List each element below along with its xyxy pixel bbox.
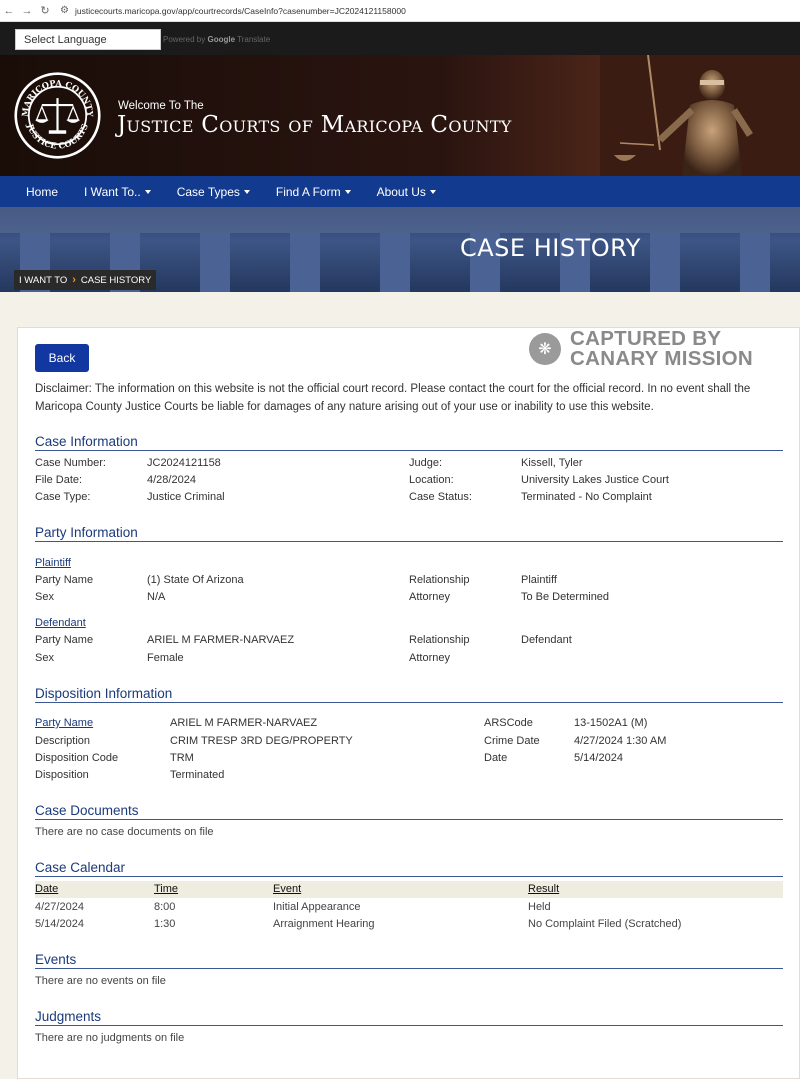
calendar-header-row xyxy=(35,881,783,898)
calendar-date-header[interactable]: Date xyxy=(35,883,59,895)
defendant-party-name-value: ARIEL M FARMER-NARVAEZ xyxy=(147,634,295,646)
breadcrumb xyxy=(14,270,156,290)
caret-down-icon xyxy=(345,190,351,194)
plaintiff-sex-label: Sex xyxy=(35,591,54,603)
case-status-label: Case Status: xyxy=(409,491,472,503)
breadcrumb-parent[interactable]: I WANT TO xyxy=(19,274,68,286)
svg-text:MARICOPA COUNTY: MARICOPA COUNTY xyxy=(19,77,96,118)
calendar-event-header[interactable]: Event xyxy=(273,883,302,895)
calendar-row-event: Arraignment Hearing xyxy=(273,918,375,930)
plaintiff-heading: Plaintiff xyxy=(35,557,71,569)
section-divider xyxy=(35,702,783,703)
back-arrow-icon[interactable]: ← xyxy=(3,4,15,17)
judgments-heading: Judgments xyxy=(35,1009,102,1024)
party-information-heading: Party Information xyxy=(35,525,138,540)
site-info-icon[interactable]: ⚙ xyxy=(60,5,69,16)
canary-mission-watermark: ❋ CAPTURED BY CANARY MISSION xyxy=(529,329,753,369)
disposition-party-name-value: ARIEL M FARMER-NARVAEZ xyxy=(170,717,318,729)
plaintiff-attorney-value: To Be Determined xyxy=(521,591,610,603)
no-documents-message: There are no case documents on file xyxy=(35,826,214,838)
page-title: CASE HISTORY xyxy=(460,234,641,262)
calendar-row-result: No Complaint Filed (Scratched) xyxy=(528,918,682,930)
language-select[interactable]: Select Language xyxy=(15,29,161,50)
breadcrumb-current: CASE HISTORY xyxy=(80,274,152,286)
events-heading: Events xyxy=(35,952,77,967)
canary-bird-icon: ❋ xyxy=(529,333,561,365)
crime-date-label: Crime Date xyxy=(484,735,540,747)
translate-link[interactable]: Translate xyxy=(237,35,271,44)
disposition-value: Terminated xyxy=(170,769,225,781)
lady-justice-statue-icon xyxy=(600,55,800,176)
language-bar xyxy=(0,22,800,55)
google-logo: Google xyxy=(207,35,236,44)
case-calendar-heading: Case Calendar xyxy=(35,860,126,875)
judge-value: Kissell, Tyler xyxy=(521,457,583,469)
ars-code-value: 13-1502A1 (M) xyxy=(574,717,648,729)
defendant-relationship-value: Defendant xyxy=(521,634,572,646)
plaintiff-sex-value: N/A xyxy=(147,591,166,603)
forward-arrow-icon[interactable]: → xyxy=(21,4,33,17)
judge-label: Judge: xyxy=(409,457,443,469)
plaintiff-party-name-label: Party Name xyxy=(35,574,94,586)
defendant-sex-label: Sex xyxy=(35,652,54,664)
nav-case-types[interactable]: Case Types xyxy=(177,185,250,199)
site-title: Justice Courts of Maricopa County xyxy=(117,112,512,138)
crime-date-value: 4/27/2024 1:30 AM xyxy=(574,735,667,747)
back-button[interactable]: Back xyxy=(35,344,89,372)
disposition-information-heading: Disposition Information xyxy=(35,686,173,701)
section-divider xyxy=(35,1025,783,1026)
nav-i-want-to[interactable]: I Want To.. xyxy=(84,185,151,199)
plaintiff-relationship-label: Relationship xyxy=(409,574,470,586)
disposition-date-label: Date xyxy=(484,752,508,764)
file-date-label: File Date: xyxy=(35,474,83,486)
banner-inscription-band xyxy=(0,207,800,233)
disposition-date-value: 5/14/2024 xyxy=(574,752,623,764)
main-navigation xyxy=(0,176,800,207)
reload-icon[interactable]: ↻ xyxy=(40,5,50,17)
caret-down-icon xyxy=(244,190,250,194)
section-divider xyxy=(35,450,783,451)
file-date-value: 4/28/2024 xyxy=(147,474,196,486)
case-number-value: JC2024121158 xyxy=(147,457,221,469)
disposition-label: Disposition xyxy=(35,769,89,781)
disposition-party-name-label: Party Name xyxy=(35,717,94,729)
powered-by-google: Powered by Google Translate xyxy=(163,35,271,44)
svg-text:JUSTICE COURTS: JUSTICE COURTS xyxy=(25,122,90,151)
defendant-sex-value: Female xyxy=(147,652,184,664)
caret-down-icon xyxy=(145,190,151,194)
disposition-code-value: TRM xyxy=(170,752,194,764)
description-value: CRIM TRESP 3RD DEG/PROPERTY xyxy=(170,735,353,747)
description-label: Description xyxy=(35,735,91,747)
defendant-heading: Defendant xyxy=(35,617,86,629)
disposition-code-label: Disposition Code xyxy=(35,752,119,764)
welcome-text: Welcome To The xyxy=(118,100,204,112)
section-divider xyxy=(35,819,783,820)
no-judgments-message: There are no judgments on file xyxy=(35,1032,185,1044)
browser-toolbar xyxy=(0,0,800,22)
calendar-result-header[interactable]: Result xyxy=(528,883,560,895)
section-divider xyxy=(35,541,783,542)
court-seal-icon[interactable] xyxy=(14,72,101,159)
defendant-relationship-label: Relationship xyxy=(409,634,470,646)
calendar-row-time: 1:30 xyxy=(154,918,176,930)
nav-about-us[interactable]: About Us xyxy=(377,185,436,199)
calendar-row-date: 5/14/2024 xyxy=(35,918,84,930)
section-divider xyxy=(35,968,783,969)
nav-home[interactable]: Home xyxy=(26,184,59,199)
plaintiff-party-name-value: (1) State Of Arizona xyxy=(147,574,244,586)
disclaimer-text: Disclaimer: The information on this website is not the official court record. Please contact the court for the official record. In no event shall the Maricopa County Justice Courts be liable for damages of any nature arising out of your use or inability to use this website. xyxy=(35,383,751,413)
address-bar[interactable]: justicecourts.maricopa.gov/app/courtrecords/CaseInfo?casenumber=JC2024121158000 xyxy=(74,5,406,16)
no-events-message: There are no events on file xyxy=(35,975,166,987)
case-type-label: Case Type: xyxy=(35,491,91,503)
chevron-right-icon: › xyxy=(72,274,76,286)
calendar-row-result: Held xyxy=(528,901,551,913)
case-number-label: Case Number: xyxy=(35,457,106,469)
case-documents-heading: Case Documents xyxy=(35,803,139,818)
location-label: Location: xyxy=(409,474,454,486)
calendar-row-time: 8:00 xyxy=(154,901,176,913)
case-information-heading: Case Information xyxy=(35,434,138,449)
nav-find-a-form[interactable]: Find A Form xyxy=(276,185,351,199)
ars-code-label: ARSCode xyxy=(484,717,533,729)
defendant-attorney-label: Attorney xyxy=(409,652,450,664)
plaintiff-attorney-label: Attorney xyxy=(409,591,450,603)
case-type-value: Justice Criminal xyxy=(147,491,225,503)
calendar-row-event: Initial Appearance xyxy=(273,901,361,913)
location-value: University Lakes Justice Court xyxy=(521,474,669,486)
section-divider xyxy=(35,876,783,877)
defendant-party-name-label: Party Name xyxy=(35,634,94,646)
case-status-value: Terminated - No Complaint xyxy=(521,491,652,503)
calendar-time-header[interactable]: Time xyxy=(154,883,179,895)
calendar-row-date: 4/27/2024 xyxy=(35,901,84,913)
caret-down-icon xyxy=(430,190,436,194)
plaintiff-relationship-value: Plaintiff xyxy=(521,574,557,586)
site-header xyxy=(0,55,800,176)
